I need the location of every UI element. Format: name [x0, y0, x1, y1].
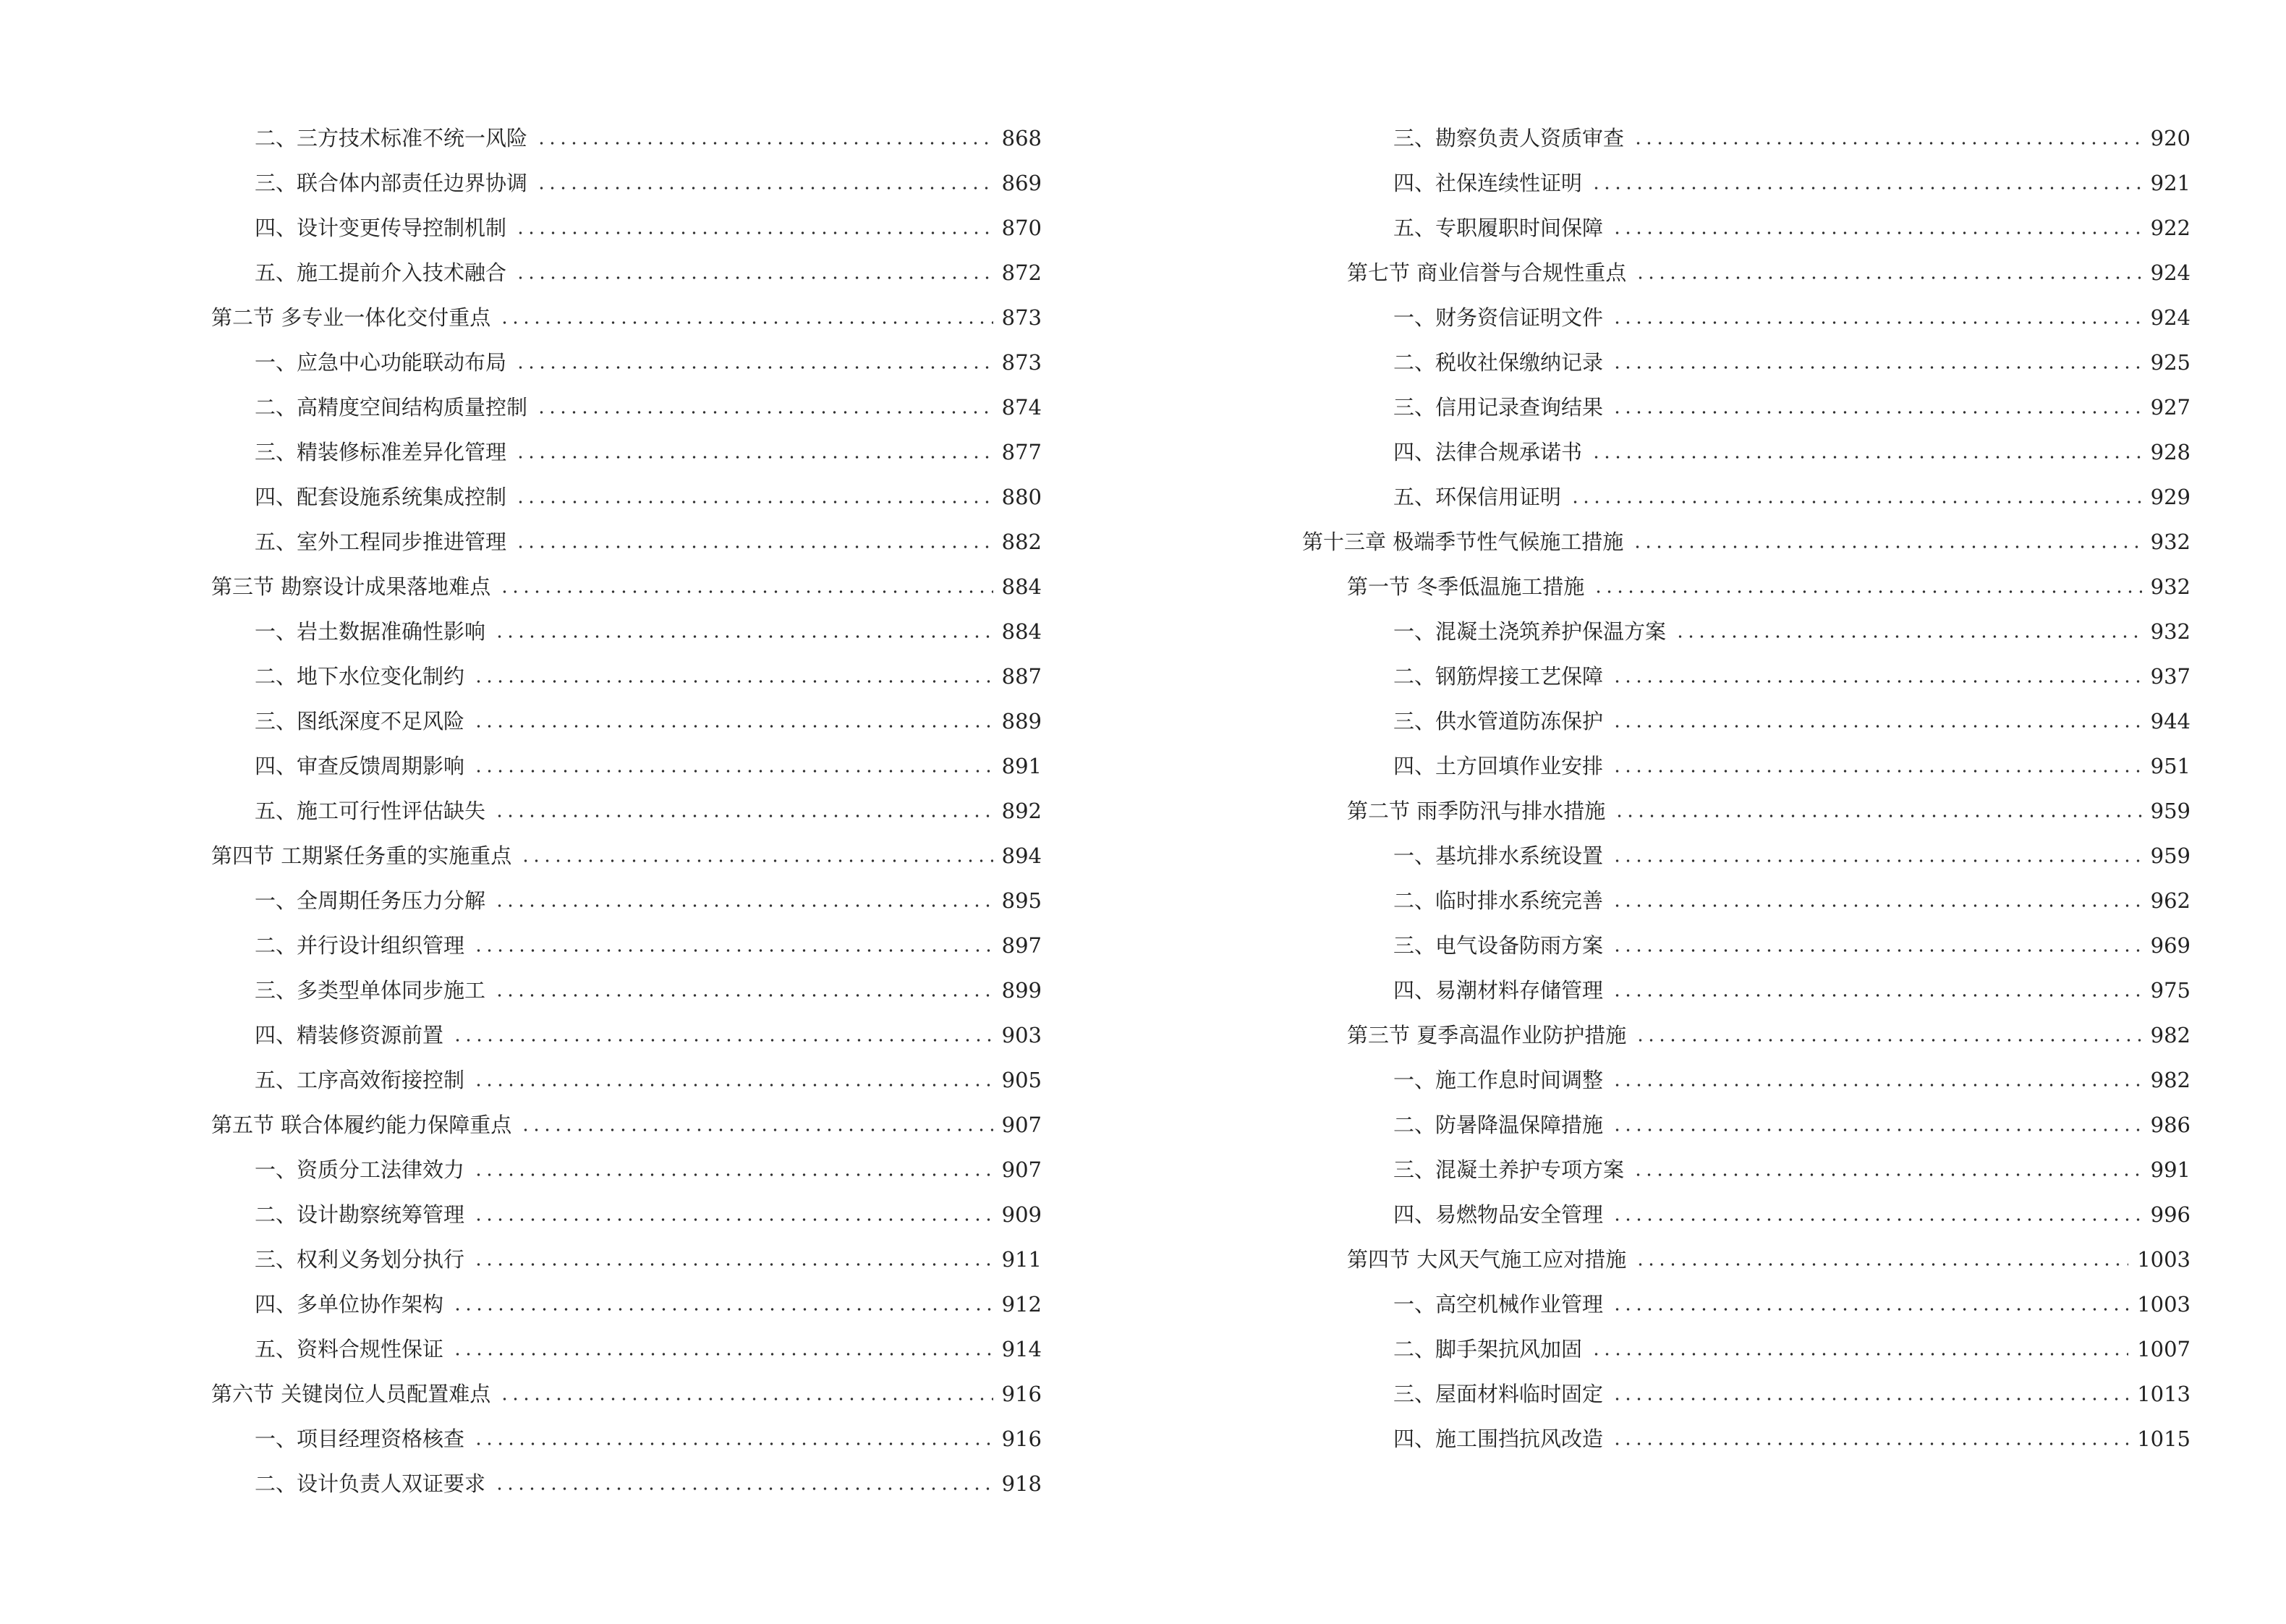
toc-item-entry[interactable] — [1302, 923, 2191, 968]
toc-entry-page-number: 962 — [2150, 888, 2191, 913]
toc-chapter-entry[interactable] — [1302, 519, 2191, 564]
toc-section-entry[interactable] — [1302, 564, 2191, 609]
toc-entry-title: 一、资质分工法律效力 — [255, 1157, 465, 1182]
toc-entry-title: 四、易潮材料存储管理 — [1393, 978, 1604, 1003]
toc-entry-page-number: 870 — [1001, 216, 1042, 240]
toc-entry-page-number: 932 — [2150, 574, 2191, 599]
toc-item-entry[interactable] — [1302, 295, 2191, 340]
toc-entry-title: 五、专职履职时间保障 — [1393, 216, 1604, 240]
toc-entry-title: 四、审查反馈周期影响 — [255, 754, 465, 778]
dot-leader — [473, 1172, 993, 1178]
toc-entry-page-number: 892 — [1001, 799, 1042, 823]
toc-item-entry[interactable] — [211, 968, 1042, 1013]
toc-item-entry[interactable] — [1302, 475, 2191, 519]
toc-item-entry[interactable] — [1302, 878, 2191, 923]
toc-entry-page-number: 872 — [1001, 260, 1042, 285]
dot-leader — [1635, 1262, 2128, 1267]
toc-entry-title: 二、临时排水系统完善 — [1393, 888, 1604, 913]
dot-leader — [536, 409, 993, 415]
dot-leader — [1612, 858, 2142, 864]
dot-leader — [494, 992, 993, 998]
toc-item-entry[interactable] — [211, 744, 1042, 788]
dot-leader — [1633, 1172, 2142, 1178]
toc-entry-page-number: 907 — [1001, 1157, 1042, 1182]
toc-entry-title: 第十三章 极端季节性气候施工措施 — [1302, 530, 1624, 554]
toc-entry-page-number: 932 — [2150, 530, 2191, 554]
dot-leader — [1612, 1217, 2142, 1223]
toc-entry-page-number: 975 — [2150, 978, 2191, 1003]
toc-item-entry[interactable] — [1302, 340, 2191, 385]
toc-entry-page-number: 986 — [2150, 1113, 2191, 1137]
dot-leader — [473, 1262, 993, 1267]
toc-entry-title: 二、并行设计组织管理 — [255, 933, 465, 958]
toc-entry-title: 五、施工提前介入技术融合 — [255, 260, 507, 285]
toc-entry-page-number: 899 — [1001, 978, 1042, 1003]
dot-leader — [1612, 1306, 2128, 1312]
toc-entry-page-number: 884 — [1001, 619, 1042, 644]
toc-entry-title: 一、项目经理资格核查 — [255, 1427, 465, 1451]
toc-item-entry[interactable] — [1302, 833, 2191, 878]
toc-entry-title: 一、基坑排水系统设置 — [1393, 843, 1604, 868]
toc-entry-page-number: 873 — [1001, 350, 1042, 375]
dot-leader — [1591, 1351, 2128, 1357]
dot-leader — [515, 275, 993, 281]
toc-entry-page-number: 1015 — [2137, 1427, 2191, 1451]
toc-section-entry[interactable] — [211, 564, 1042, 609]
toc-entry-title: 二、钢筋焊接工艺保障 — [1393, 664, 1604, 689]
toc-item-entry[interactable] — [1302, 205, 2191, 250]
dot-leader — [1612, 1396, 2128, 1402]
dot-leader — [1675, 634, 2142, 639]
dot-leader — [473, 679, 993, 684]
toc-entry-title: 第二节 多专业一体化交付重点 — [211, 305, 491, 330]
dot-leader — [1612, 903, 2142, 909]
toc-entry-title: 五、工序高效衔接控制 — [255, 1068, 465, 1092]
dot-leader — [515, 544, 993, 550]
dot-leader — [1612, 409, 2142, 415]
dot-leader — [1593, 589, 2141, 595]
toc-item-entry[interactable] — [211, 205, 1042, 250]
toc-item-entry[interactable] — [1302, 1102, 2191, 1147]
dot-leader — [515, 499, 993, 505]
toc-item-entry[interactable] — [211, 609, 1042, 654]
toc-item-entry[interactable] — [211, 788, 1042, 833]
toc-entry-page-number: 928 — [2150, 440, 2191, 464]
toc-section-entry[interactable] — [1302, 1237, 2191, 1282]
toc-entry-page-number: 909 — [1001, 1202, 1042, 1227]
toc-entry-page-number: 877 — [1001, 440, 1042, 464]
toc-entry-title: 三、图纸深度不足风险 — [255, 709, 465, 734]
toc-entry-title: 五、资料合规性保证 — [255, 1337, 444, 1361]
toc-item-entry[interactable] — [1302, 609, 2191, 654]
toc-entry-title: 三、联合体内部责任边界协调 — [255, 171, 528, 195]
toc-entry-page-number: 924 — [2150, 305, 2191, 330]
toc-entry-page-number: 920 — [2150, 126, 2191, 150]
toc-item-entry[interactable] — [211, 519, 1042, 564]
toc-entry-title: 第二节 雨季防汛与排水措施 — [1347, 799, 1606, 823]
dot-leader — [499, 589, 993, 595]
toc-entry-title: 第五节 联合体履约能力保障重点 — [211, 1113, 512, 1137]
dot-leader — [1591, 185, 2142, 191]
toc-entry-title: 一、岩土数据准确性影响 — [255, 619, 486, 644]
toc-item-entry[interactable] — [211, 1237, 1042, 1282]
right-page — [1143, 0, 2286, 1624]
toc-entry-page-number: 969 — [2150, 933, 2191, 958]
toc-item-entry[interactable] — [1302, 968, 2191, 1013]
toc-entry-title: 四、施工围挡抗风改造 — [1393, 1427, 1604, 1451]
toc-section-entry[interactable] — [211, 295, 1042, 340]
dot-leader — [499, 320, 993, 326]
toc-entry-page-number: 929 — [2150, 485, 2191, 509]
toc-item-entry[interactable] — [1302, 1192, 2191, 1237]
dot-leader — [494, 1486, 993, 1492]
toc-entry-title: 五、环保信用证明 — [1393, 485, 1562, 509]
dot-leader — [499, 1396, 993, 1402]
dot-leader — [1635, 275, 2141, 281]
toc-entry-title: 一、全周期任务压力分解 — [255, 888, 486, 913]
toc-entry-title: 第七节 商业信誉与合规性重点 — [1347, 260, 1627, 285]
toc-item-entry[interactable] — [211, 116, 1042, 161]
dot-leader — [515, 454, 993, 460]
toc-entry-title: 第三节 勘察设计成果落地难点 — [211, 574, 491, 599]
toc-item-entry[interactable] — [211, 1192, 1042, 1237]
toc-entry-page-number: 905 — [1001, 1068, 1042, 1092]
left-toc-list — [211, 116, 1042, 1506]
dot-leader — [1612, 365, 2142, 370]
dot-leader — [452, 1306, 993, 1312]
dot-leader — [1612, 320, 2142, 326]
toc-item-entry[interactable] — [211, 923, 1042, 968]
toc-entry-title: 四、多单位协作架构 — [255, 1292, 444, 1317]
toc-entry-title: 二、三方技术标准不统一风险 — [255, 126, 528, 150]
toc-entry-page-number: 916 — [1001, 1427, 1042, 1451]
toc-entry-page-number: 897 — [1001, 933, 1042, 958]
dot-leader — [1612, 679, 2142, 684]
toc-item-entry[interactable] — [211, 161, 1042, 205]
toc-entry-page-number: 882 — [1001, 530, 1042, 554]
toc-item-entry[interactable] — [211, 250, 1042, 295]
toc-item-entry[interactable] — [1302, 1416, 2191, 1461]
toc-entry-title: 第六节 关键岗位人员配置难点 — [211, 1382, 491, 1406]
toc-item-entry[interactable] — [211, 1327, 1042, 1372]
dot-leader — [536, 185, 993, 191]
dot-leader — [452, 1351, 993, 1357]
toc-entry-page-number: 889 — [1001, 709, 1042, 734]
toc-item-entry[interactable] — [1302, 161, 2191, 205]
dot-leader — [520, 1127, 993, 1133]
dot-leader — [515, 365, 993, 370]
toc-entry-page-number: 982 — [2150, 1023, 2191, 1047]
toc-entry-page-number: 869 — [1001, 171, 1042, 195]
dot-leader — [520, 858, 993, 864]
toc-entry-title: 四、社保连续性证明 — [1393, 171, 1583, 195]
toc-item-entry[interactable] — [211, 654, 1042, 699]
dot-leader — [1612, 1082, 2142, 1088]
toc-entry-title: 三、精装修标准差异化管理 — [255, 440, 507, 464]
toc-entry-title: 二、高精度空间结构质量控制 — [255, 395, 528, 420]
toc-entry-title: 二、防暑降温保障措施 — [1393, 1113, 1604, 1137]
toc-entry-title: 三、屋面材料临时固定 — [1393, 1382, 1604, 1406]
dot-leader — [473, 723, 993, 729]
dot-leader — [452, 1037, 993, 1043]
dot-leader — [1612, 1127, 2142, 1133]
toc-entry-page-number: 937 — [2150, 664, 2191, 689]
toc-entry-page-number: 1003 — [2137, 1247, 2191, 1272]
toc-entry-title: 二、设计勘察统筹管理 — [255, 1202, 465, 1227]
dot-leader — [1614, 813, 2141, 819]
toc-entry-title: 四、精装修资源前置 — [255, 1023, 444, 1047]
dot-leader — [1612, 230, 2142, 236]
toc-entry-page-number: 924 — [2150, 260, 2191, 285]
toc-entry-title: 四、法律合规承诺书 — [1393, 440, 1583, 464]
dot-leader — [473, 948, 993, 953]
dot-leader — [1635, 1037, 2141, 1043]
right-toc-list — [1302, 116, 2191, 1461]
dot-leader — [1591, 454, 2142, 460]
dot-leader — [1612, 992, 2142, 998]
toc-item-entry[interactable] — [1302, 654, 2191, 699]
toc-entry-title: 三、供水管道防冻保护 — [1393, 709, 1604, 734]
toc-entry-page-number: 951 — [2150, 754, 2191, 778]
toc-item-entry[interactable] — [1302, 116, 2191, 161]
toc-entry-page-number: 982 — [2150, 1068, 2191, 1092]
toc-entry-title: 四、易燃物品安全管理 — [1393, 1202, 1604, 1227]
toc-item-entry[interactable] — [1302, 1282, 2191, 1327]
toc-item-entry[interactable] — [1302, 1372, 2191, 1416]
toc-entry-title: 三、多类型单体同步施工 — [255, 978, 486, 1003]
dot-leader — [1612, 723, 2142, 729]
toc-entry-title: 五、施工可行性评估缺失 — [255, 799, 486, 823]
dot-leader — [1612, 768, 2142, 774]
toc-section-entry[interactable] — [1302, 1013, 2191, 1058]
dot-leader — [494, 634, 993, 639]
toc-entry-title: 二、税收社保缴纳记录 — [1393, 350, 1604, 375]
toc-entry-title: 二、地下水位变化制约 — [255, 664, 465, 689]
dot-leader — [473, 1217, 993, 1223]
toc-entry-title: 二、脚手架抗风加固 — [1393, 1337, 1583, 1361]
toc-entry-page-number: 927 — [2150, 395, 2191, 420]
dot-leader — [494, 813, 993, 819]
toc-section-entry[interactable] — [1302, 788, 2191, 833]
toc-item-entry[interactable] — [1302, 1147, 2191, 1192]
toc-entry-title: 二、设计负责人双证要求 — [255, 1471, 486, 1496]
toc-entry-title: 四、配套设施系统集成控制 — [255, 485, 507, 509]
toc-entry-page-number: 1003 — [2137, 1292, 2191, 1317]
toc-entry-title: 一、应急中心功能联动布局 — [255, 350, 507, 375]
toc-item-entry[interactable] — [211, 1013, 1042, 1058]
toc-entry-page-number: 991 — [2150, 1157, 2191, 1182]
toc-entry-title: 一、混凝土浇筑养护保温方案 — [1393, 619, 1667, 644]
toc-entry-page-number: 996 — [2150, 1202, 2191, 1227]
toc-item-entry[interactable] — [211, 1058, 1042, 1102]
toc-entry-page-number: 911 — [1001, 1247, 1042, 1272]
toc-section-entry[interactable] — [1302, 250, 2191, 295]
toc-item-entry[interactable] — [211, 878, 1042, 923]
toc-entry-title: 三、权利义务划分执行 — [255, 1247, 465, 1272]
dot-leader — [473, 1441, 993, 1447]
toc-entry-page-number: 1013 — [2137, 1382, 2191, 1406]
dot-leader — [494, 903, 993, 909]
toc-item-entry[interactable] — [211, 430, 1042, 475]
toc-entry-page-number: 916 — [1001, 1382, 1042, 1406]
dot-leader — [515, 230, 993, 236]
toc-entry-page-number: 895 — [1001, 888, 1042, 913]
toc-entry-page-number: 914 — [1001, 1337, 1042, 1361]
toc-entry-page-number: 959 — [2150, 799, 2191, 823]
dot-leader — [1612, 948, 2142, 953]
toc-entry-page-number: 907 — [1001, 1113, 1042, 1137]
toc-item-entry[interactable] — [1302, 744, 2191, 788]
toc-entry-page-number: 891 — [1001, 754, 1042, 778]
toc-entry-title: 四、设计变更传导控制机制 — [255, 216, 507, 240]
toc-item-entry[interactable] — [211, 1416, 1042, 1461]
toc-entry-title: 第一节 冬季低温施工措施 — [1347, 574, 1585, 599]
toc-entry-page-number: 922 — [2150, 216, 2191, 240]
toc-entry-page-number: 874 — [1001, 395, 1042, 420]
toc-entry-page-number: 925 — [2150, 350, 2191, 375]
toc-section-entry[interactable] — [211, 833, 1042, 878]
dot-leader — [473, 1082, 993, 1088]
dot-leader — [473, 768, 993, 774]
toc-entry-page-number: 873 — [1001, 305, 1042, 330]
toc-entry-title: 一、施工作息时间调整 — [1393, 1068, 1604, 1092]
toc-entry-title: 四、土方回填作业安排 — [1393, 754, 1604, 778]
toc-entry-page-number: 912 — [1001, 1292, 1042, 1317]
toc-entry-page-number: 921 — [2150, 171, 2191, 195]
toc-item-entry[interactable] — [1302, 699, 2191, 744]
toc-entry-page-number: 903 — [1001, 1023, 1042, 1047]
toc-item-entry[interactable] — [211, 1461, 1042, 1506]
toc-entry-page-number: 894 — [1001, 843, 1042, 868]
toc-item-entry[interactable] — [211, 385, 1042, 430]
toc-item-entry[interactable] — [1302, 1058, 2191, 1102]
dot-leader — [1632, 544, 2141, 550]
toc-entry-page-number: 1007 — [2137, 1337, 2191, 1361]
toc-item-entry[interactable] — [1302, 1327, 2191, 1372]
toc-entry-title: 一、高空机械作业管理 — [1393, 1292, 1604, 1317]
toc-entry-title: 三、信用记录查询结果 — [1393, 395, 1604, 420]
toc-entry-title: 一、财务资信证明文件 — [1393, 305, 1604, 330]
toc-entry-page-number: 868 — [1001, 126, 1042, 150]
toc-item-entry[interactable] — [211, 340, 1042, 385]
toc-item-entry[interactable] — [211, 1147, 1042, 1192]
toc-section-entry[interactable] — [211, 1102, 1042, 1147]
dot-leader — [1633, 140, 2142, 146]
toc-item-entry[interactable] — [211, 699, 1042, 744]
toc-entry-title: 三、混凝土养护专项方案 — [1393, 1157, 1625, 1182]
toc-item-entry[interactable] — [211, 1282, 1042, 1327]
toc-section-entry[interactable] — [211, 1372, 1042, 1416]
dot-leader — [1612, 1441, 2128, 1447]
toc-entry-page-number: 880 — [1001, 485, 1042, 509]
toc-entry-page-number: 918 — [1001, 1471, 1042, 1496]
dot-leader — [1570, 499, 2142, 505]
toc-entry-title: 五、室外工程同步推进管理 — [255, 530, 507, 554]
toc-entry-page-number: 932 — [2150, 619, 2191, 644]
toc-entry-title: 三、勘察负责人资质审查 — [1393, 126, 1625, 150]
toc-entry-title: 第三节 夏季高温作业防护措施 — [1347, 1023, 1627, 1047]
toc-entry-title: 第四节 大风天气施工应对措施 — [1347, 1247, 1627, 1272]
toc-item-entry[interactable] — [1302, 430, 2191, 475]
toc-entry-page-number: 959 — [2150, 843, 2191, 868]
toc-entry-page-number: 884 — [1001, 574, 1042, 599]
toc-item-entry[interactable] — [1302, 385, 2191, 430]
toc-item-entry[interactable] — [211, 475, 1042, 519]
toc-entry-page-number: 887 — [1001, 664, 1042, 689]
dot-leader — [536, 140, 993, 146]
toc-entry-title: 第四节 工期紧任务重的实施重点 — [211, 843, 512, 868]
toc-entry-page-number: 944 — [2150, 709, 2191, 734]
toc-entry-title: 三、电气设备防雨方案 — [1393, 933, 1604, 958]
